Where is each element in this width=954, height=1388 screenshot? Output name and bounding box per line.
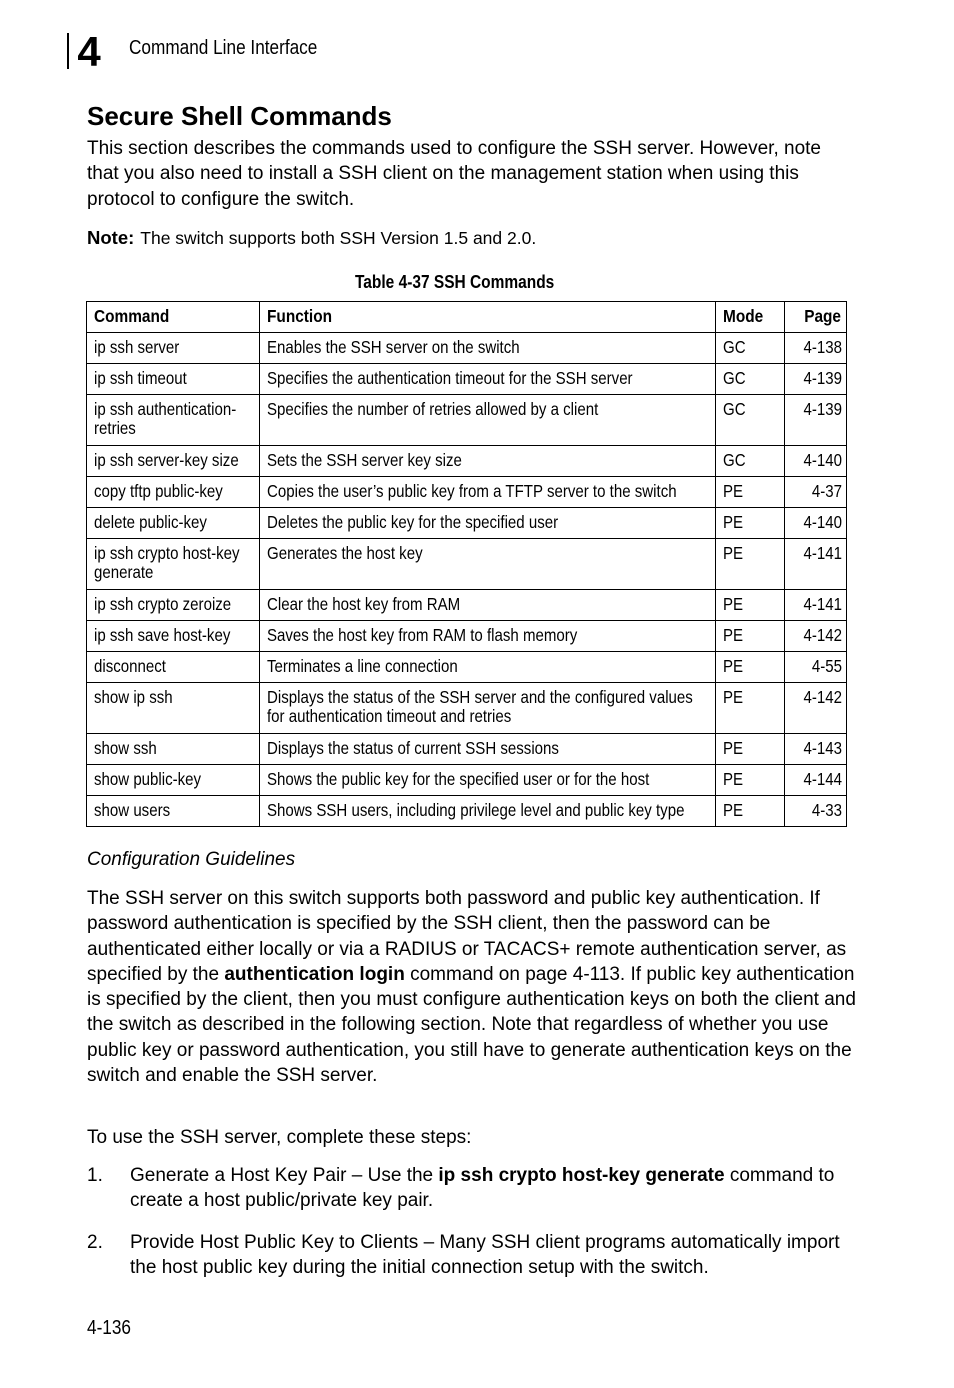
cell-command: ip ssh crypto host-key generate [87,539,260,590]
table-row [87,590,847,621]
table-row [87,539,847,590]
note-label: Note: [87,227,135,248]
cell-function: Terminates a line connection [260,652,716,683]
config-paragraph: The SSH server on this switch supports both password and public key authentication. If password authentication is specified by the SSH client, then the password can be authenticated either locally or via a RADIUS or TACACS+ remote authentication server, as specified by the authentication login command on page 4-113. If public key authentication is specified by the client, then you must configure authentication keys on both the client and the switch as described in the following section. Note that regardless of whether you use public key or password authentication, you still have to generate authentication keys on the switch and enable the SSH server. [87,888,856,1087]
cell-function: Generates the host key [260,539,716,590]
cell-command: copy tftp public-key [87,477,260,508]
step-text: Generate a Host Key Pair – Use the ip ssh crypto host-key generate command to create a host public/private key pair. [130,1165,835,1212]
cell-mode: PE [716,539,785,590]
cell-mode: PE [716,508,785,539]
command-reference: authentication login [224,963,405,985]
table-row [87,477,847,508]
cell-command: show public-key [87,765,260,796]
cell-command: ip ssh authentication-retries [87,395,260,446]
cell-command: show ssh [87,734,260,765]
cell-mode: GC [716,364,785,395]
cell-mode: PE [716,796,785,827]
cell-function: Shows SSH users, including privilege level and public key type [260,796,716,827]
section-title: Secure Shell Commands [87,101,392,131]
note-text: The switch supports both SSH Version 1.5 and 2.0. [140,228,537,248]
cell-mode: PE [716,590,785,621]
cell-mode: PE [716,652,785,683]
cell-mode: PE [716,734,785,765]
table-row [87,395,847,446]
cell-page: 4-142 [785,683,847,734]
header-command: Command [87,302,260,333]
header-mode: Mode [716,302,785,333]
table-row [87,734,847,765]
cell-function: Saves the host key from RAM to flash memory [260,621,716,652]
header-function: Function [260,302,716,333]
config-heading: Configuration Guidelines [87,849,296,870]
cell-page: 4-141 [785,539,847,590]
cell-page: 4-139 [785,395,847,446]
running-header: Command Line Interface [129,37,318,59]
table-row [87,446,847,477]
chapter-number: 4 [77,33,101,69]
note [87,225,857,251]
cell-command: ip ssh crypto zeroize [87,590,260,621]
table-header-row [87,302,847,333]
step-text: Provide Host Public Key to Clients – Many SSH client programs automatically import the host public key during the initial connection setup with the switch. [130,1232,840,1279]
cell-command: disconnect [87,652,260,683]
cell-function: Copies the user’s public key from a TFTP server to the switch [260,477,716,508]
cell-command: ip ssh server-key size [87,446,260,477]
cell-page: 4-141 [785,590,847,621]
cell-page: 4-138 [785,333,847,364]
cell-function: Displays the status of current SSH sessions [260,734,716,765]
cell-command: ip ssh timeout [87,364,260,395]
cell-page: 4-37 [785,477,847,508]
cell-function: Shows the public key for the specified user or for the host [260,765,716,796]
cell-function: Clear the host key from RAM [260,590,716,621]
header-page: Page [785,302,847,333]
intro-paragraph: This section describes the commands used to configure the SSH server. However, note that you also need to install a SSH client on the management station when using this protocol to configure the switch. [87,138,821,210]
cell-page: 4-139 [785,364,847,395]
steps-intro: To use the SSH server, complete these steps: [87,1127,472,1148]
cell-mode: PE [716,683,785,734]
cell-mode: PE [716,621,785,652]
cell-page: 4-144 [785,765,847,796]
cell-page: 4-33 [785,796,847,827]
cell-page: 4-140 [785,508,847,539]
table-caption: Table 4-37 SSH Commands [355,272,555,292]
chapter-number-badge [67,33,108,69]
table-row [87,508,847,539]
page-number: 4-136 [87,1317,131,1339]
cell-mode: PE [716,477,785,508]
cell-mode: GC [716,395,785,446]
cell-page: 4-55 [785,652,847,683]
cell-command: show users [87,796,260,827]
table-row [87,765,847,796]
cell-command: ip ssh save host-key [87,621,260,652]
table-row [87,683,847,734]
cell-function: Specifies the authentication timeout for the SSH server [260,364,716,395]
cell-command: ip ssh server [87,333,260,364]
cell-function: Deletes the public key for the specified user [260,508,716,539]
cell-mode: PE [716,765,785,796]
step-number: 2. [87,1232,103,1253]
table-row [87,796,847,827]
table-row [87,621,847,652]
cell-command: show ip ssh [87,683,260,734]
cell-function: Displays the status of the SSH server and the configured values for authentication timeout and retries [260,683,716,734]
table-row [87,333,847,364]
cell-function: Sets the SSH server key size [260,446,716,477]
cell-page: 4-140 [785,446,847,477]
cell-page: 4-142 [785,621,847,652]
table-row [87,652,847,683]
cell-page: 4-143 [785,734,847,765]
step-number: 1. [87,1165,103,1186]
table-row [87,364,847,395]
cell-function: Enables the SSH server on the switch [260,333,716,364]
ssh-commands-table [86,301,847,827]
cell-mode: GC [716,333,785,364]
cell-command: delete public-key [87,508,260,539]
cell-function: Specifies the number of retries allowed by a client [260,395,716,446]
cell-mode: GC [716,446,785,477]
